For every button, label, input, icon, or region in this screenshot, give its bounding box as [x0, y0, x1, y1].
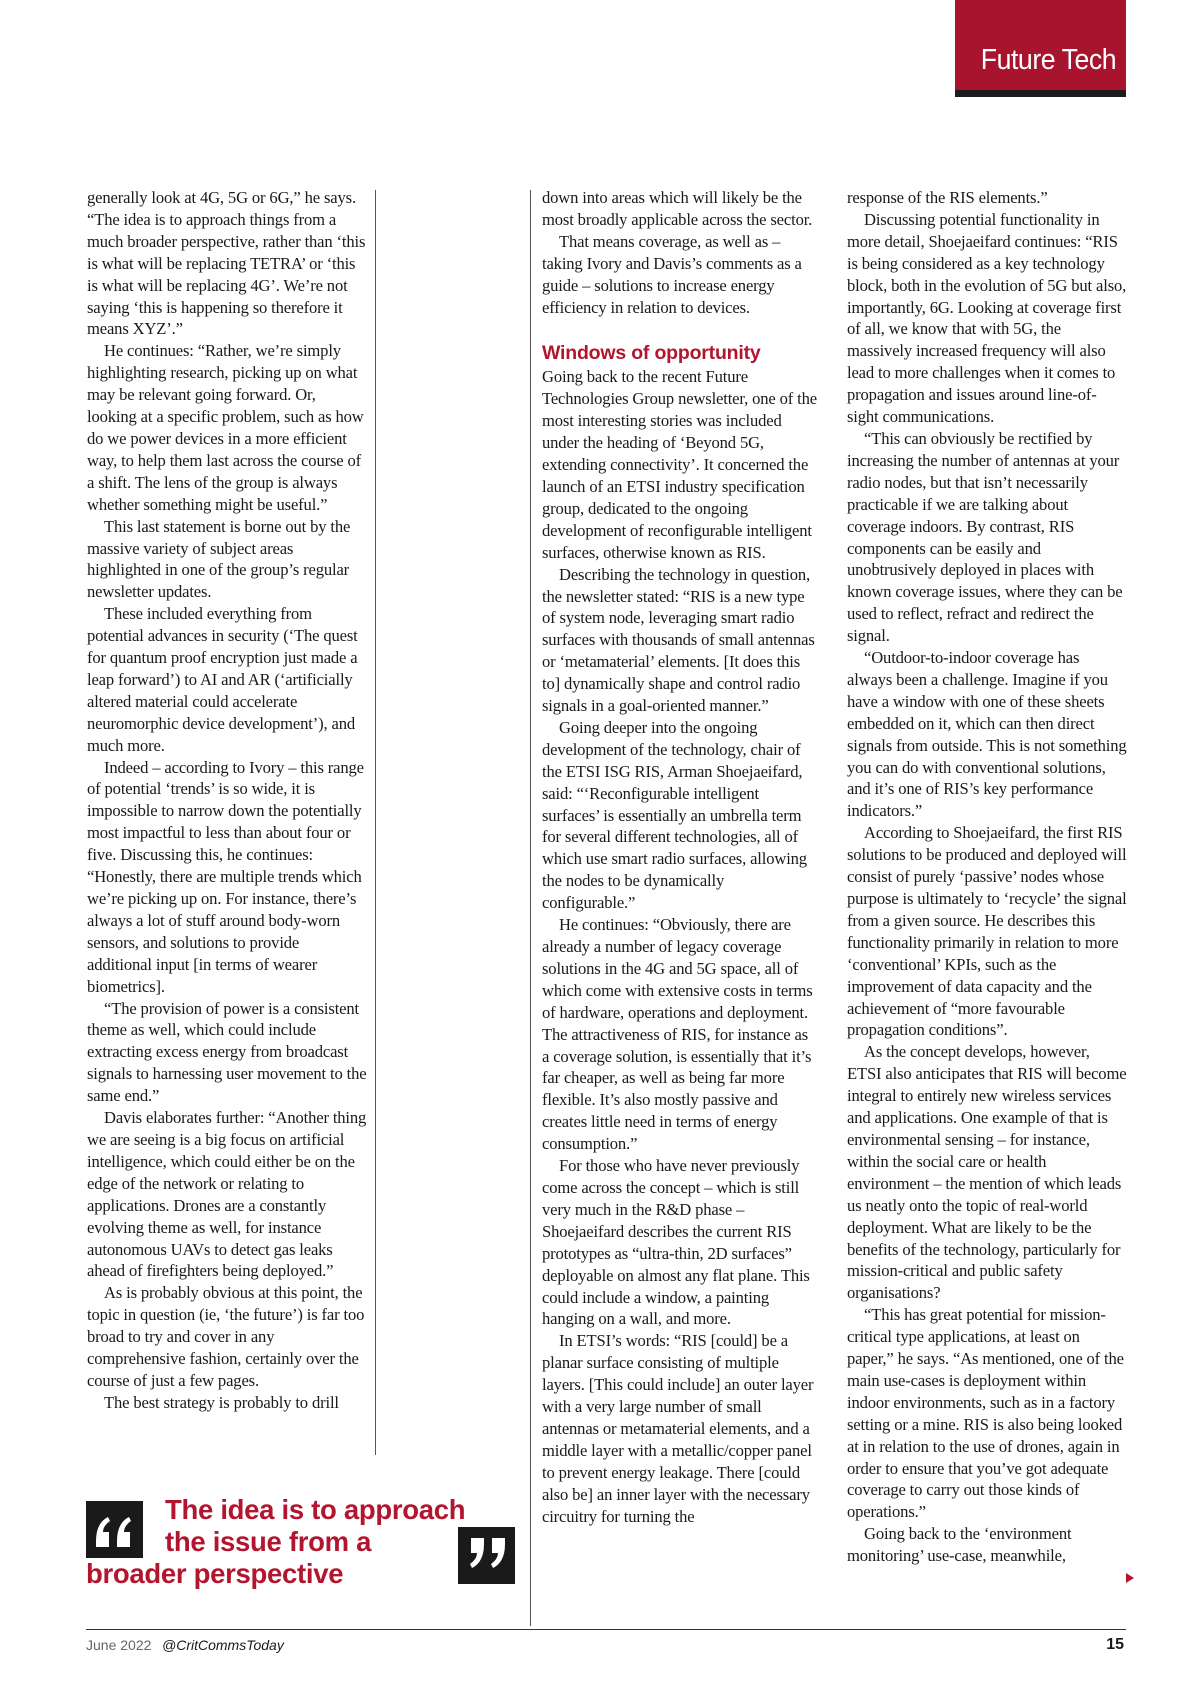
article-column-3 — [847, 187, 1127, 1567]
paragraph: As the concept develops, however, ETSI also anticipates that RIS will become integral to entirely new wireless services and applications. One example of that is environmental sensing – for instance, within the social care or health environment – the mention of which leads us neatly onto the topic of real-world deployment. What are likely to be the benefits of the technology, particularly for mission-critical and public safety organisations? — [847, 1042, 1127, 1303]
paragraph: In ETSI’s words: “RIS [could] be a planar surface consisting of multiple layers. [This could include] an outer layer with a very large number of small antennas or metamaterial elements, and a middle layer with a metallic/copper panel to prevent energy leakage. There [could also be] an inner layer with the necessary circuitry for turning the — [542, 1331, 814, 1526]
paragraph: response of the RIS elements.” — [847, 188, 1048, 207]
column-divider — [530, 190, 531, 1626]
open-quote-icon — [86, 1501, 143, 1558]
footer-divider — [86, 1629, 1126, 1630]
paragraph: That means coverage, as well as – taking Ivory and Davis’s comments as a guide – solutions to increase energy efficiency in relation to devices. — [542, 231, 802, 317]
pull-quote-line: the issue from a — [165, 1526, 372, 1557]
paragraph: Discussing potential functionality in more detail, Shoejaeifard continues: “RIS is being considered as a key technology block, both in the evolution of 5G but also, importantly, 6G. Looking at coverage first of all, we know that with 5G, the massively increased frequency will also lead to more challenges when it comes to propagation and issues around line-of-sight communications. — [847, 209, 1127, 427]
paragraph: down into areas which will likely be the most broadly applicable across the sector. — [542, 188, 813, 229]
paragraph: “Outdoor-to-indoor coverage has always been a challenge. Imagine if you have a window with one of these sheets embedded on it, which can then direct signals from outside. This is not something you can do with conventional solutions, and it’s one of RIS’s key performance indicators.” — [847, 648, 1127, 821]
column-divider — [375, 190, 376, 1455]
paragraph: Going back to the recent Future Technologies Group newsletter, one of the most interesting stories was included under the heading of ‘Beyond 5G, extending connectivity’. It concerned the launch of an ETSI industry specification group, dedicated to the ongoing development of reconfigurable intelligent surfaces, otherwise known as RIS. — [542, 367, 817, 562]
paragraph: Going deeper into the ongoing development of the technology, chair of the ETSI ISG RIS, Arman Shoejaeifard, said: “‘Reconfigurable intelligent surfaces’ is essentially an umbrella term for several different technologies, all of which use smart radio surfaces, allowing the nodes to be dynamically configurable.” — [542, 717, 807, 913]
paragraph: Describing the technology in question, the newsletter stated: “RIS is a new type of system node, leveraging smart radio surfaces with thousands of small antennas or ‘metamaterial’ elements. [It does this to] dynamically shape and control radio signals in a goal-oriented manner.” — [542, 564, 815, 716]
page-number: 15 — [1106, 1636, 1124, 1653]
section-label: Future Tech — [980, 44, 1116, 76]
paragraph: These included everything from potential advances in security (‘The quest for quantum proof encryption just made a leap forward’) to AI and AR (‘artificially altered material could accelerate neuromorphic device development’), and much more. — [87, 604, 358, 755]
pull-quote — [86, 1494, 516, 1599]
paragraph: “This can obviously be rectified by increasing the number of antennas at your radio nodes, but that isn’t necessarily practicable if we are talking about coverage indoors. By contrast, RIS components can be easily and unobtrusively deployed in places with known coverage issues, where they can be used to reflect, refract and redirect the signal. — [847, 428, 1123, 646]
issue-date: June 2022 — [86, 1637, 152, 1653]
paragraph: According to Shoejaeifard, the first RIS solutions to be produced and deployed will consist of purely ‘passive’ nodes whose purpose is ultimately to ‘recycle’ the signal from a given source. He describes this functionality primarily in relation to more ‘conventional’ KPIs, such as the improvement of data capacity and the achievement of “more favourable propagation conditions”. — [847, 823, 1127, 1040]
section-subheading: Windows of opportunity — [542, 342, 761, 365]
paragraph: Indeed – according to Ivory – this range of potential ‘trends’ is so wide, it is impossible to narrow down the potentially most impactful to less than about four or five. Discussing this, he continues: “Honestly, there are multiple trends which we’re picking up on. For instance, there’s always a lot of stuff around body-worn sensors, and solutions to provide additional input [in terms of wearer biometrics]. — [87, 757, 364, 996]
paragraph: This last statement is borne out by the massive variety of subject areas highlighted in one of the group’s regular newsletter updates. — [87, 516, 351, 602]
section-header-tab — [955, 0, 1126, 97]
continue-arrow-icon — [1126, 1573, 1134, 1583]
paragraph: He continues: “Rather, we’re simply highlighting research, picking up on what may be relevant going forward. Or, looking at a specific problem, such as how do we power devices in a more efficient way, to help them last across the course of a shift. The lens of the group is always whether something might be useful.” — [87, 341, 364, 514]
close-quote-icon — [458, 1527, 515, 1584]
paragraph: “The provision of power is a consistent theme as well, which could include extracting excess energy from broadcast signals to harnessing user movement to the same end.” — [87, 998, 367, 1106]
paragraph: For those who have never previously come across the concept – which is still very much in the R&D phase – Shoejaeifard describes the current RIS prototypes as “ultra-thin, 2D surfaces” deployable on almost any flat plane. This could include a window, a painting hanging on a wall, and more. — [542, 1156, 810, 1329]
paragraph: Going back to the ‘environment monitoring’ use-case, meanwhile, — [847, 1524, 1072, 1566]
article-column-2 — [542, 187, 817, 1527]
article-column-1 — [87, 187, 367, 1414]
social-handle: @CritCommsToday — [162, 1637, 284, 1653]
pull-quote-line: The idea is to approach — [165, 1494, 466, 1525]
paragraph: The best strategy is probably to drill — [104, 1392, 339, 1412]
paragraph: He continues: “Obviously, there are already a number of legacy coverage solutions in the 4G and 5G space, all of which come with extensive costs in terms of hardware, operations and deployment. The attractiveness of RIS, for instance as a coverage solution, is essentially that it’s far cheaper, as well as being far more flexible. It’s also mostly passive and creates little need in terms of energy consumption.” — [542, 915, 813, 1154]
paragraph: As is probably obvious at this point, the topic in question (ie, ‘the future’) is far too broad to try and cover in any comprehensive fashion, certainly over the course of just a few pages. — [87, 1283, 365, 1390]
paragraph: generally look at 4G, 5G or 6G,” he says. “The idea is to approach things from a much broader perspective, rather than ‘this is what will be replacing TETRA’ or ‘this is what will be replacing 4G’. We’re not saying ‘this is happening so therefore it means XYZ’.” — [87, 188, 366, 339]
paragraph: Davis elaborates further: “Another thing we are seeing is a big focus on artificial intelligence, which could either be on the edge of the network or relating to applications. Drones are a constantly evolving theme as well, for instance autonomous UAVs to detect gas leaks ahead of firefighters being deployed.” — [87, 1108, 367, 1281]
pull-quote-line: broader perspective — [86, 1558, 344, 1589]
paragraph: “This has great potential for mission-critical type applications, at least on paper,” he says. “As mentioned, one of the main use-cases is deployment within indoor environments, such as in a factory setting or a mine. RIS is also being looked at in relation to the use of drones, again in order to ensure that you’ve got adequate coverage to carry out those kinds of operations.” — [847, 1305, 1124, 1522]
